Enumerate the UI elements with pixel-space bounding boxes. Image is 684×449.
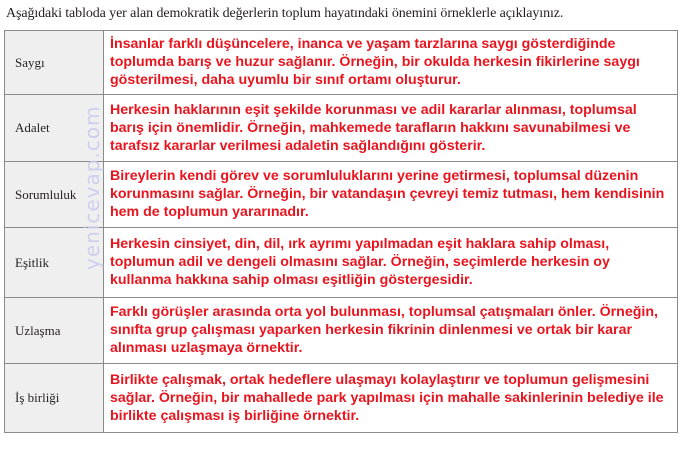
value-term: Saygı xyxy=(5,31,104,95)
table-row xyxy=(5,228,678,298)
table-row xyxy=(5,95,678,162)
value-term: Adalet xyxy=(5,95,104,162)
value-term: Sorumluluk xyxy=(5,162,104,228)
value-term: Uzlaşma xyxy=(5,298,104,364)
table-row xyxy=(5,31,678,95)
value-term: İş birliği xyxy=(5,364,104,433)
table-row xyxy=(5,298,678,364)
table-row xyxy=(5,364,678,433)
value-description: Herkesin haklarının eşit şekilde korunması ve adil kararlar alınması, toplumsal barış için önemlidir. Örneğin, mahkemede tarafların hakkını savunabilmesi ve tarafsız kararlar verilmesi adaletin sağlandığını gösterir. xyxy=(104,95,678,162)
value-description: İnsanlar farklı düşüncelere, inanca ve yaşam tarzlarına saygı gösterdiğinde toplumda barış ve huzur sağlanır. Örneğin, bir okulda herkesin fikirlerine saygı gösterilmesi, daha uyumlu bir sınıf ortamı oluşturur. xyxy=(104,31,678,95)
site-watermark: yenicevap.com xyxy=(80,105,104,270)
table-row xyxy=(5,162,678,228)
democratic-values-table xyxy=(4,30,678,433)
question-instruction: Aşağıdaki tabloda yer alan demokratik değerlerin toplum hayatındaki önemini örneklerle açıklayınız. xyxy=(6,6,564,21)
value-term: Eşitlik xyxy=(5,228,104,298)
value-description: Bireylerin kendi görev ve sorumluluklarını yerine getirmesi, toplumsal düzenin korunmasını sağlar. Örneğin, bir vatandaşın çevreyi temiz tutması, hem kendisinin hem de toplumun yararınadır. xyxy=(104,162,678,228)
value-description: Herkesin cinsiyet, din, dil, ırk ayrımı yapılmadan eşit haklara sahip olması, toplumun adil ve dengeli olmasını sağlar. Örneğin, seçimlerde herkesin oy kullanma hakkına sahip olması eşitliğin göstergesidir. xyxy=(104,228,678,298)
value-description: Birlikte çalışmak, ortak hedeflere ulaşmayı kolaylaştırır ve toplumun gelişmesini sağlar. Örneğin, bir mahallede park yapılması için mahalle sakinlerinin belediye ile birlikte çalışması iş birliğine örnektir. xyxy=(104,364,678,433)
value-description: Farklı görüşler arasında orta yol bulunması, toplumsal çatışmaları önler. Örneğin, sınıfta grup çalışması yaparken herkesin fikrinin dinlenmesi ve ortak bir karar alınması uzlaşmaya örnektir. xyxy=(104,298,678,364)
